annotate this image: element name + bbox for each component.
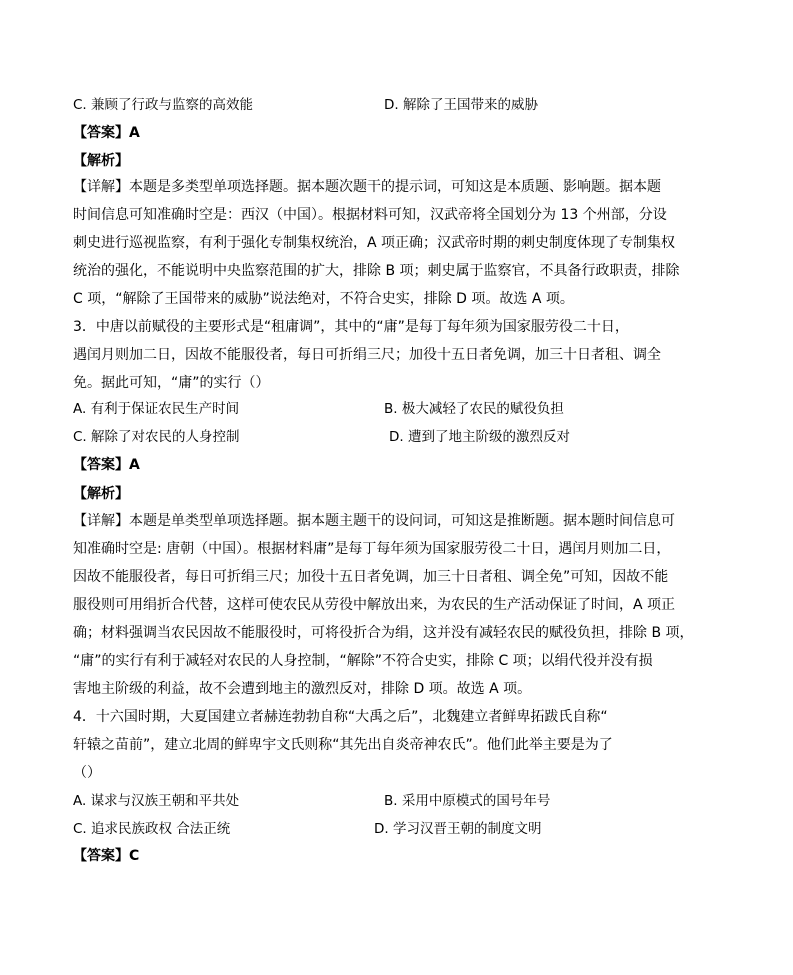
q4-option-b: B. 采用中原模式的国号年号 bbox=[384, 793, 551, 809]
q3-detail-line: 服役则可用绢折合代替，这样可使农民从劳役中解放出来，为农民的生产活动保证了时间，A 项正 bbox=[73, 597, 676, 613]
q4-option-a: A. 谋求与汉族王朝和平共处 bbox=[73, 793, 240, 809]
q4-stem-line: 轩辕之苗前”，建立北周的鲜卑宇文氏则称“其先出自炎帝神农氏”。他们此举主要是为了 bbox=[73, 737, 613, 753]
q3-stem bbox=[73, 313, 673, 397]
q2-detail bbox=[73, 173, 680, 313]
q4-stem-line: （） bbox=[73, 765, 101, 781]
q2-detail-line: 【详解】本题是多类型单项选择题。据本题次题干的提示词，可知这是本质题、影响题。据本题 bbox=[73, 179, 661, 195]
q3-option-c: C. 解除了对农民的人身控制 bbox=[73, 429, 240, 445]
q3-stem-line: 遇闰月则加二日，因故不能服役者，每日可折绢三尺；加役十五日者免调，加三十日者租、调全 bbox=[73, 347, 661, 363]
q2-detail-line: 刺史进行巡视监察，有利于强化专制集权统治，A 项正确；汉武帝时期的刺史制度体现了专制集权 bbox=[73, 235, 676, 251]
q3-option-b: B. 极大减轻了农民的赋役负担 bbox=[384, 401, 564, 417]
q3-stem-line: 免。据此可知，“庸”的实行（） bbox=[73, 375, 270, 391]
q3-answer: 【答案】A bbox=[73, 457, 140, 473]
q4-option-c: C. 追求民族政权 合法正统 bbox=[73, 821, 231, 837]
q2-analysis-heading: 【解析】 bbox=[73, 153, 129, 169]
q4-stem bbox=[73, 703, 673, 787]
q3-detail-line: 害地主阶级的利益，故不会遭到地主的激烈反对，排除 D 项。故选 A 项。 bbox=[73, 681, 532, 697]
q3-stem-line: 3．中唐以前赋役的主要形式是“租庸调”，其中的“庸”是每丁每年须为国家服劳役二十日， bbox=[73, 319, 629, 335]
q3-detail-line: 知准确时空是: 唐朝（中国）。根据材料庸”是每丁每年须为国家服劳役二十日，遇闰月则加二日， bbox=[73, 541, 671, 557]
q2-option-c: C. 兼顾了行政与监察的高效能 bbox=[73, 97, 254, 113]
q2-detail-line: 统治的强化，不能说明中央监察范围的扩大，排除 B 项；刺史属于监察官，不具备行政职责，排除 bbox=[73, 263, 680, 279]
q4-answer: 【答案】C bbox=[73, 848, 140, 864]
q3-detail-line: “庸”的实行有利于减轻对农民的人身控制，“解除”不符合史实，排除 C 项；以绢代役并没有损 bbox=[73, 653, 653, 669]
q4-stem-line: 4．十六国时期，大夏国建立者赫连勃勃自称“大禹之后”，北魏建立者鲜卑拓跋氏自称“ bbox=[73, 709, 608, 725]
q3-option-a: A. 有利于保证农民生产时间 bbox=[73, 401, 240, 417]
q2-detail-line: 时间信息可知准确时空是：西汉（中国）。根据材料可知，汉武帝将全国划分为 13 个州部，分设 bbox=[73, 207, 667, 223]
q2-answer: 【答案】A bbox=[73, 125, 140, 141]
q3-detail-line: 确；材料强调当农民因故不能服役时，可将役折合为绢，这并没有减轻农民的赋役负担，排除 B 项， bbox=[73, 625, 694, 641]
q4-option-d: D. 学习汉晋王朝的制度文明 bbox=[374, 821, 542, 837]
q3-detail bbox=[73, 507, 694, 703]
q2-detail-line: C 项，“解除了王国带来的威胁”说法绝对，不符合史实，排除 D 项。故选 A 项。 bbox=[73, 291, 574, 307]
q2-option-d: D. 解除了王国带来的威胁 bbox=[384, 97, 538, 113]
q3-detail-line: 因故不能服役者，每日可折绢三尺；加役十五日者免调，加三十日者租、调全免”可知，因故不能 bbox=[73, 569, 669, 585]
q3-option-d: D. 遭到了地主阶级的激烈反对 bbox=[389, 429, 570, 445]
q3-detail-line: 【详解】本题是单类型单项选择题。据本题主题干的设问词，可知这是推断题。据本题时间信息可 bbox=[73, 513, 675, 529]
q3-analysis-heading: 【解析】 bbox=[73, 486, 129, 502]
